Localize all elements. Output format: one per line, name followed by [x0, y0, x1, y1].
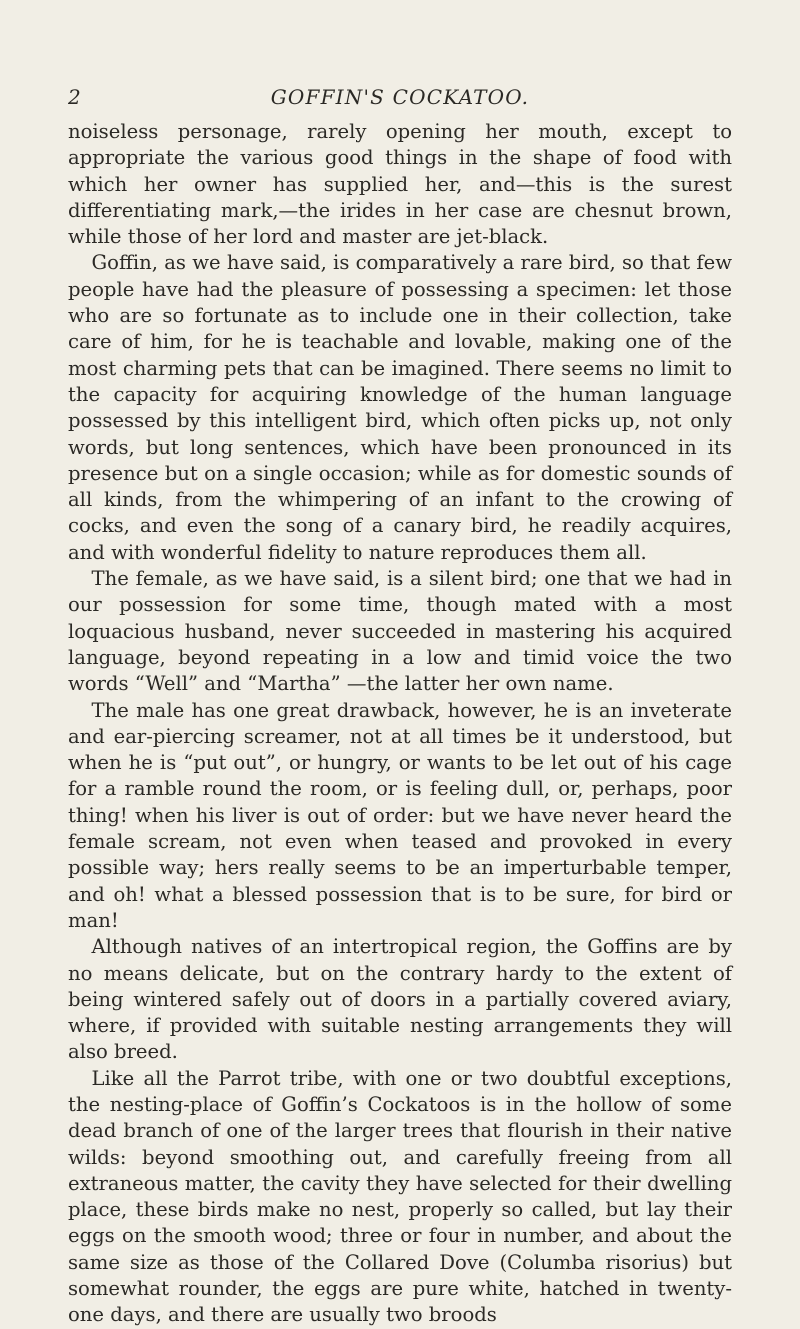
page-header [68, 85, 732, 113]
paragraph: Goffin, as we have said, is comparatively a rare bird, so that few people have had the pleasure of possessing a specimen: let those who are so fortunate as to include one in their collection, take care of him, for he is teachable and lovable, making one of the most charming pets that can be imagined. There seems no limit to the capacity for acquiring knowledge of the human language possessed by this intelligent bird, which often picks up, not only words, but long sentences, which have been pronounced in its presence but on a single occasion; while as for domestic sounds of all kinds, from the whimpering of an infant to the crowing of cocks, and even the song of a canary bird, he readily acquires, and with wonderful fidelity to nature reproduces them all. [68, 251, 732, 564]
paragraph: Although natives of an intertropical region, the Goffins are by no means delicate, but on the contrary hardy to the extent of being wintered safely out of doors in a partially covered aviary, where, if provided with suitable nesting arrangements they will also breed. [68, 935, 732, 1064]
paragraph: The female, as we have said, is a silent bird; one that we had in our possession for some time, though mated with a most loquacious husband, never succeeded in mastering his acquired language, beyond repeating in a low and timid voice the two words “Well” and “Martha” —the latter her own name. [68, 567, 732, 696]
body-text [68, 119, 732, 1329]
paragraph: Like all the Parrot tribe, with one or two doubtful exceptions, the nesting-place of Goffin’s Cockatoos is in the hollow of some dead branch of one of the larger trees that flourish in their native wilds: beyond smoothing out, and carefully freeing from all extraneous matter, the cavity they have selected for their dwelling place, these birds make no nest, properly so called, but lay their eggs on the smooth wood; three or four in number, and about the same size as those of the Collared Dove (Columba risorius) but somewhat rounder, the eggs are pure white, hatched in twenty-one days, and there are usually two broods [68, 1066, 732, 1327]
paragraph: noiseless personage, rarely opening her mouth, except to appropriate the various good things in the shape of food with which her owner has supplied her, and—this is the surest differentiating mark,—the irides in her case are chesnut brown, while those of her lord and master are jet-black. [68, 120, 732, 249]
paragraph: The male has one great drawback, however, he is an inveterate and ear-piercing screamer, not at all times be it understood, but when he is “put out”, or hungry, or wants to be let out of his cage for a ramble round the room, or is feeling dull, or, perhaps, poor thing! when his liver is out of order: but we have never heard the female scream, not even when teased and provoked in every possible way; hers really seems to be an imperturbable temper, and oh! what a blessed possession that is to be sure, for bird or man! [68, 698, 732, 932]
page-number: 2 [68, 85, 82, 109]
running-title: GOFFIN'S COCKATOO. [270, 85, 530, 109]
